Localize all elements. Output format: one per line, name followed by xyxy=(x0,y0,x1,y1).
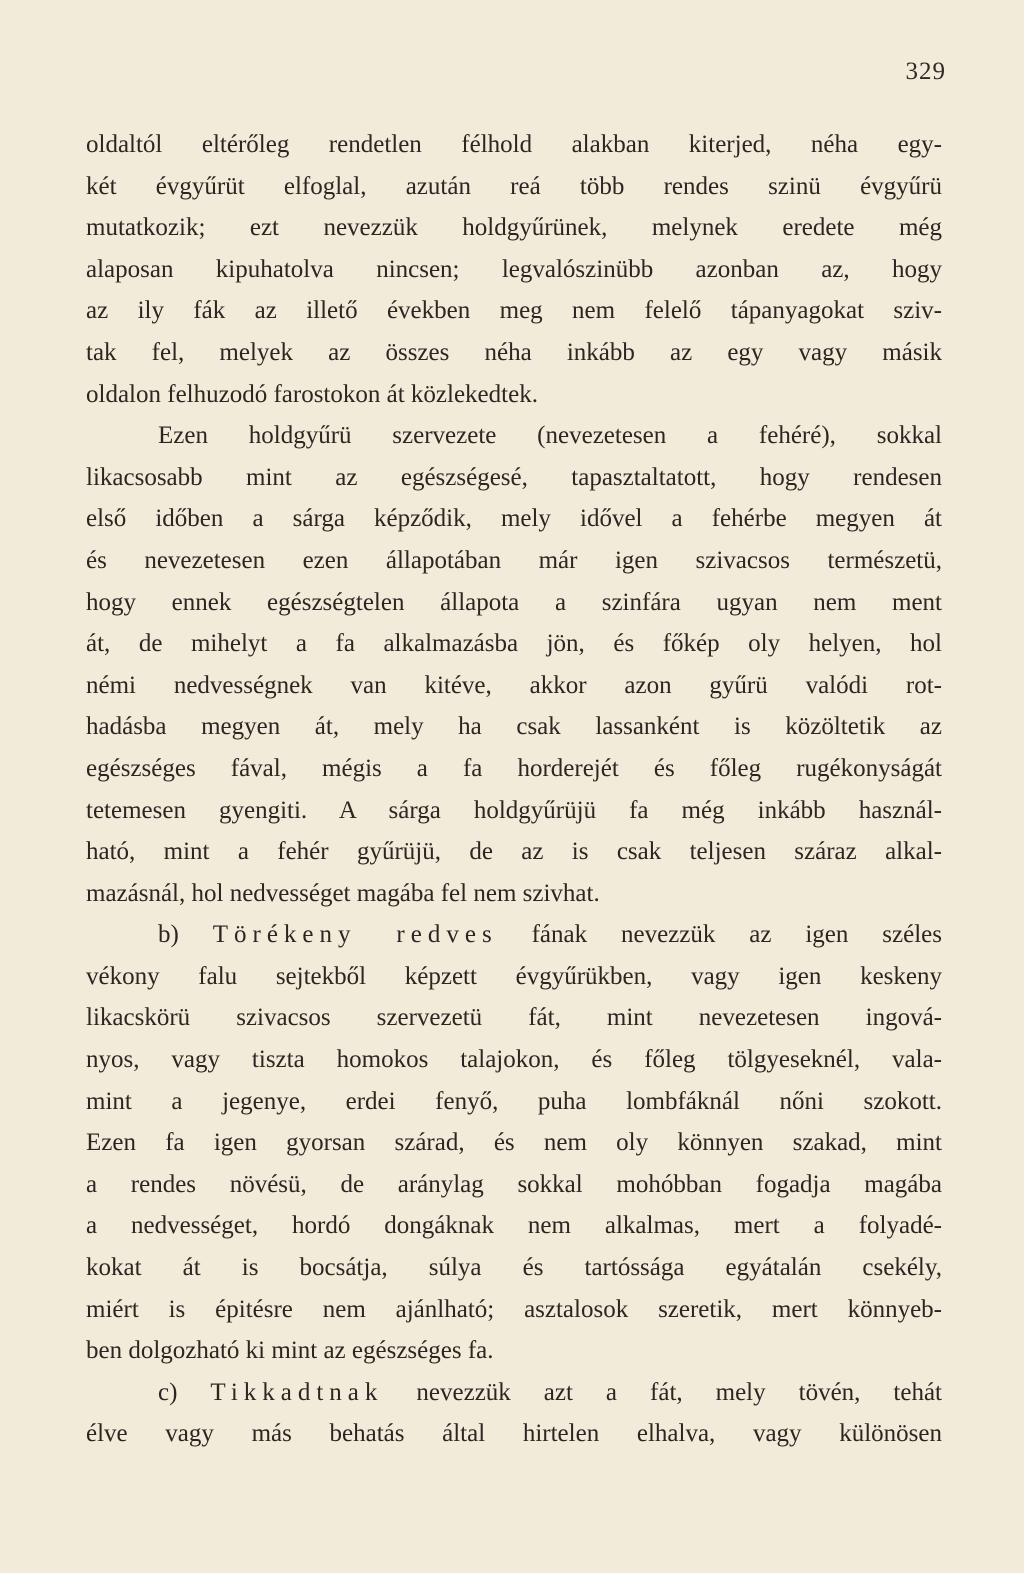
text-line: miért is épitésre nem ajánlható; asztalosok szeretik, mert könnyeb- xyxy=(86,1295,942,1323)
item-c-marker: c) xyxy=(158,1378,178,1406)
text-line: a rendes növésü, de aránylag sokkal mohóbban fogadja magába xyxy=(86,1170,942,1198)
text-line: oldaltól eltérőleg rendetlen félhold alakban kiterjed, néha egy- xyxy=(86,131,942,158)
text-line: mint a jegenye, erdei fenyő, puha lombfáknál nőni szokott. xyxy=(86,1087,942,1115)
text-line: hadásba megyen át, mely ha csak lassanként is közöltetik az xyxy=(86,713,942,741)
item-b-rest: fának nevezzük az igen széles xyxy=(531,921,942,949)
text-line: és nevezetesen ezen állapotában már igen szivacsos természetü, xyxy=(86,546,942,574)
text-line: élve vagy más behatás által hirtelen elhalva, vagy különösen xyxy=(86,1420,942,1448)
text-line: egészséges fával, mégis a fa horderejét és főleg rugékonyságát xyxy=(86,754,942,782)
text-line: alaposan kipuhatolva nincsen; legvalószinübb azonban az, hogy xyxy=(86,255,942,283)
text-line: tetemesen gyengiti. A sárga holdgyűrüjü fa még inkább használ- xyxy=(86,796,942,824)
item-c-rest: nevezzük azt a fát, mely tövén, tehát xyxy=(416,1378,942,1406)
item-b-marker: b) xyxy=(158,921,179,949)
item-c-line xyxy=(86,1372,942,1414)
text-line: oldalon felhuzodó farostokon át közlekedtek. xyxy=(86,380,538,408)
text-line: két évgyűrüt elfoglal, azután reá több rendes szinü évgyűrü xyxy=(86,172,942,200)
text-line: ható, mint a fehér gyűrüjü, de az is csak teljesen száraz alkal- xyxy=(86,838,942,866)
text-line: első időben a sárga képződik, mely idővel a fehérbe megyen át xyxy=(86,505,942,533)
text-line: át, de mihelyt a fa alkalmazásba jön, és főkép oly helyen, hol xyxy=(86,630,942,658)
text-line: Ezen holdgyűrü szervezete (nevezetesen a fehéré), sokkal xyxy=(158,422,942,450)
text-line: ben dolgozható ki mint az egészséges fa. xyxy=(86,1337,494,1365)
text-line: likacskörü szivacsos szervezetü fát, mint nevezetesen ingová- xyxy=(86,1004,942,1032)
page-number: 329 xyxy=(905,58,946,85)
body-text xyxy=(86,124,942,1455)
text-line: a nedvességet, hordó dongáknak nem alkalmas, mert a folyadé- xyxy=(86,1212,942,1240)
text-line: tak fel, melyek az összes néha inkább az egy vagy másik xyxy=(86,338,942,366)
text-line: Ezen fa igen gyorsan szárad, és nem oly könnyen szakad, mint xyxy=(86,1129,942,1157)
text-line: vékony falu sejtekből képzett évgyűrükben, vagy igen keskeny xyxy=(86,962,942,990)
text-line: kokat át is bocsátja, súlya és tartóssága egyátalán csekély, xyxy=(86,1254,942,1282)
text-line: hogy ennek egészségtelen állapota a szinfára ugyan nem ment xyxy=(86,588,942,616)
text-line: likacsosabb mint az egészségesé, tapasztaltatott, hogy rendesen xyxy=(86,463,942,491)
text-line: az ily fák az illető években meg nem felelő tápanyagokat sziv- xyxy=(86,297,942,325)
item-b-term: Törékeny redves xyxy=(212,921,498,949)
item-c-term: Tikkadtnak xyxy=(210,1378,384,1406)
text-line: némi nedvességnek van kitéve, akkor azon gyűrü valódi rot- xyxy=(86,671,942,699)
item-b-line xyxy=(86,914,942,956)
text-line: mutatkozik; ezt nevezzük holdgyűrünek, melynek eredete még xyxy=(86,214,942,242)
text-line: nyos, vagy tiszta homokos talajokon, és főleg tölgyeseknél, vala- xyxy=(86,1046,942,1074)
text-line: mazásnál, hol nedvességet magába fel nem szivhat. xyxy=(86,879,600,907)
